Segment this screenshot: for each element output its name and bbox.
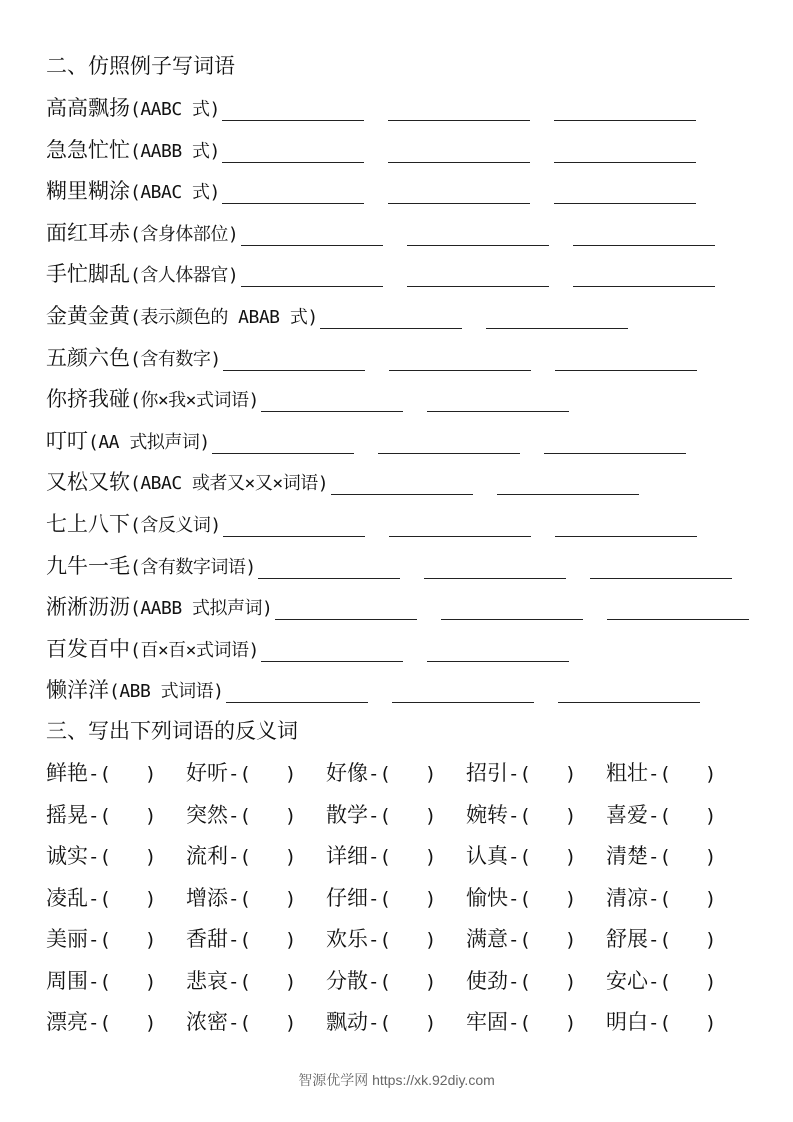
antonym-word: 周围	[46, 968, 88, 993]
answer-blank[interactable]	[258, 578, 400, 579]
answer-blank[interactable]	[320, 328, 462, 329]
antonym-word: 分散	[326, 968, 368, 993]
answer-paren-close: )	[564, 970, 577, 993]
antonym-item	[466, 925, 576, 954]
answer-paren-close: )	[704, 970, 717, 993]
answer-blank[interactable]	[554, 162, 696, 163]
exercise-row	[46, 344, 751, 374]
example-word: 又松又软	[46, 470, 130, 495]
exercise-prompt	[46, 136, 220, 166]
answer-blank[interactable]	[388, 203, 530, 204]
answer-paren-open: -(	[508, 887, 531, 910]
antonym-item	[466, 842, 576, 871]
answer-paren-close: )	[284, 846, 297, 868]
antonym-item	[46, 925, 156, 954]
answer-paren-close: )	[424, 929, 437, 951]
answer-blank[interactable]	[388, 162, 530, 163]
answer-blank[interactable]	[555, 370, 697, 371]
exercise-prompt	[46, 552, 256, 582]
exercise-row	[46, 468, 751, 498]
answer-blank[interactable]	[378, 453, 520, 454]
antonym-item	[606, 925, 716, 954]
answer-blank[interactable]	[241, 286, 383, 287]
antonym-word: 飘动	[326, 1010, 368, 1034]
example-word: 七上八下	[46, 512, 130, 536]
example-word: 面红耳赤	[46, 220, 130, 245]
antonym-item	[606, 967, 716, 996]
answer-paren-close: )	[144, 1012, 157, 1034]
answer-paren-open: -(	[88, 1012, 111, 1034]
example-word: 手忙脚乱	[46, 262, 130, 287]
antonym-word: 诚实	[46, 844, 88, 868]
antonym-word: 欢乐	[326, 927, 368, 951]
example-word: 懒洋洋	[46, 678, 109, 703]
antonym-word: 舒展	[606, 927, 648, 951]
antonym-word: 漂亮	[46, 1010, 88, 1034]
answer-paren-open: -(	[228, 1012, 251, 1034]
example-word: 金黄金黄	[46, 304, 130, 328]
answer-blank[interactable]	[427, 661, 569, 662]
exercise-row	[46, 177, 751, 207]
answer-paren-close: )	[424, 887, 437, 910]
exercise-row	[46, 302, 751, 332]
antonym-item	[326, 884, 436, 913]
exercise-row	[46, 427, 751, 457]
answer-paren-open: -(	[228, 929, 251, 951]
answer-paren-open: -(	[508, 970, 531, 993]
answer-blank[interactable]	[389, 370, 531, 371]
answer-blank[interactable]	[222, 120, 364, 121]
antonym-word: 仔细	[326, 885, 368, 910]
pattern-note: (含有数字词语)	[130, 556, 256, 578]
answer-paren-close: )	[144, 846, 157, 868]
antonym-item	[466, 759, 576, 788]
example-word: 九牛一毛	[46, 553, 130, 578]
answer-blank[interactable]	[554, 203, 696, 204]
answer-paren-open: -(	[508, 929, 531, 951]
answer-paren-close: )	[704, 1012, 717, 1034]
antonym-word: 粗壮	[606, 761, 648, 785]
antonym-item	[326, 1008, 436, 1037]
answer-blank[interactable]	[497, 494, 639, 495]
exercise-prompt	[46, 94, 220, 124]
antonym-word: 好像	[326, 761, 368, 785]
answer-blank[interactable]	[573, 286, 715, 287]
answer-paren-open: -(	[648, 929, 671, 951]
antonym-row	[46, 925, 751, 955]
antonym-word: 流利	[186, 844, 228, 868]
antonym-item	[186, 884, 296, 913]
exercise-prompt	[46, 302, 318, 332]
exercise-row	[46, 676, 751, 706]
answer-paren-close: )	[284, 887, 297, 910]
antonym-item	[326, 925, 436, 954]
antonym-item	[466, 884, 576, 913]
exercise-row	[46, 385, 751, 415]
answer-paren-open: -(	[88, 970, 111, 993]
pattern-note: (AA 式拟声词)	[88, 431, 210, 453]
answer-paren-close: )	[564, 1012, 577, 1034]
pattern-note: (AABC 式)	[130, 99, 220, 120]
pattern-note: (AABB 式拟声词)	[130, 598, 273, 620]
antonym-item	[326, 801, 436, 830]
pattern-note: (ABAC 式)	[130, 182, 220, 204]
antonym-word: 牢固	[466, 1010, 508, 1034]
exercise-prompt	[46, 385, 259, 415]
section2-title: 二、仿照例子写词语	[46, 54, 235, 78]
example-word: 你挤我碰	[46, 387, 130, 412]
antonym-item	[186, 842, 296, 871]
answer-paren-open: -(	[88, 887, 111, 910]
pattern-note: (ABAC 或者又×又×词语)	[130, 473, 329, 495]
answer-paren-close: )	[284, 763, 297, 785]
answer-paren-open: -(	[228, 970, 251, 993]
answer-blank[interactable]	[424, 578, 566, 579]
exercise-prompt	[46, 177, 220, 207]
exercise-prompt	[46, 468, 328, 498]
antonym-row	[46, 842, 751, 872]
answer-blank[interactable]	[222, 203, 364, 204]
answer-blank[interactable]	[388, 120, 530, 121]
answer-paren-close: )	[284, 970, 297, 993]
antonym-item	[186, 1008, 296, 1037]
pattern-note: (含反义词)	[130, 515, 221, 536]
answer-paren-close: )	[704, 887, 717, 910]
answer-blank[interactable]	[486, 328, 628, 329]
exercise-prompt	[46, 593, 272, 623]
answer-paren-close: )	[144, 929, 157, 951]
antonym-item	[606, 1008, 716, 1037]
answer-paren-open: -(	[88, 929, 111, 951]
antonym-item	[186, 759, 296, 788]
exercise-row	[46, 635, 751, 665]
answer-blank[interactable]	[427, 411, 569, 412]
answer-blank[interactable]	[331, 494, 473, 495]
answer-paren-close: )	[704, 804, 717, 827]
antonym-row	[46, 801, 751, 831]
antonym-item	[186, 967, 296, 996]
answer-blank[interactable]	[607, 619, 749, 620]
exercise-row	[46, 510, 751, 540]
antonym-item	[606, 842, 716, 871]
answer-paren-close: )	[144, 763, 157, 785]
antonym-word: 鲜艳	[46, 761, 88, 785]
antonym-item	[46, 842, 156, 871]
example-word: 急急忙忙	[46, 137, 130, 162]
antonym-item	[606, 801, 716, 830]
answer-blank[interactable]	[544, 453, 686, 454]
exercise-row	[46, 219, 751, 249]
pattern-note: (ABB 式词语)	[109, 681, 224, 703]
antonym-word: 清凉	[606, 885, 648, 910]
answer-paren-open: -(	[648, 763, 671, 785]
answer-paren-open: -(	[508, 763, 531, 785]
antonym-word: 增添	[186, 885, 228, 910]
example-word: 百发百中	[46, 636, 130, 661]
answer-paren-open: -(	[648, 804, 671, 827]
answer-blank[interactable]	[241, 245, 383, 246]
antonym-word: 详细	[326, 844, 368, 868]
answer-blank[interactable]	[389, 536, 531, 537]
answer-blank[interactable]	[558, 702, 700, 703]
answer-paren-close: )	[424, 846, 437, 868]
answer-blank[interactable]	[261, 411, 403, 412]
antonym-row	[46, 884, 751, 914]
pattern-note: (表示颜色的 ABAB 式)	[130, 307, 318, 328]
antonym-word: 使劲	[466, 968, 508, 993]
antonym-item	[46, 967, 156, 996]
antonym-item	[466, 967, 576, 996]
answer-paren-open: -(	[368, 804, 391, 827]
answer-paren-close: )	[144, 887, 157, 910]
example-word: 糊里糊涂	[46, 179, 130, 204]
exercise-prompt	[46, 219, 238, 249]
exercise-prompt	[46, 427, 210, 457]
answer-paren-open: -(	[648, 887, 671, 910]
antonym-word: 美丽	[46, 927, 88, 951]
answer-paren-open: -(	[228, 804, 251, 827]
antonym-word: 认真	[466, 844, 508, 868]
answer-paren-open: -(	[368, 887, 391, 910]
answer-paren-open: -(	[228, 887, 251, 910]
answer-blank[interactable]	[261, 661, 403, 662]
example-word: 高高飘扬	[46, 96, 130, 120]
antonym-item	[326, 759, 436, 788]
answer-blank[interactable]	[212, 453, 354, 454]
answer-paren-close: )	[564, 929, 577, 951]
example-word: 五颜六色	[46, 345, 130, 370]
antonym-row	[46, 1008, 751, 1038]
antonym-item	[46, 1008, 156, 1037]
answer-paren-open: -(	[368, 1012, 391, 1034]
exercise-row	[46, 94, 751, 124]
answer-paren-close: )	[564, 763, 577, 785]
antonym-word: 悲哀	[186, 968, 228, 993]
section3-title: 三、写出下列词语的反义词	[46, 719, 298, 743]
exercise-row	[46, 552, 751, 582]
antonym-item	[326, 967, 436, 996]
answer-paren-close: )	[564, 846, 577, 868]
antonym-word: 散学	[326, 802, 368, 827]
answer-blank[interactable]	[407, 286, 549, 287]
antonym-word: 招引	[466, 761, 508, 785]
answer-blank[interactable]	[226, 702, 368, 703]
antonym-word: 摇晃	[46, 802, 88, 827]
exercise-prompt	[46, 344, 221, 374]
antonym-item	[466, 1008, 576, 1037]
exercise-row	[46, 260, 751, 290]
answer-paren-close: )	[704, 846, 717, 868]
answer-paren-close: )	[284, 804, 297, 827]
answer-paren-close: )	[144, 804, 157, 827]
pattern-note: (含身体部位)	[130, 223, 239, 245]
antonym-row	[46, 967, 751, 997]
answer-paren-open: -(	[508, 804, 531, 827]
answer-blank[interactable]	[441, 619, 583, 620]
answer-paren-open: -(	[648, 970, 671, 993]
exercise-prompt	[46, 510, 221, 540]
answer-blank[interactable]	[555, 536, 697, 537]
antonym-row	[46, 759, 751, 789]
answer-blank[interactable]	[275, 619, 417, 620]
answer-paren-open: -(	[88, 763, 111, 785]
answer-paren-close: )	[284, 1012, 297, 1034]
antonym-word: 婉转	[466, 802, 508, 827]
antonym-word: 凌乱	[46, 885, 88, 910]
answer-blank[interactable]	[223, 370, 365, 371]
answer-paren-close: )	[424, 1012, 437, 1034]
answer-blank[interactable]	[392, 702, 534, 703]
answer-blank[interactable]	[407, 245, 549, 246]
answer-paren-close: )	[704, 929, 717, 951]
pattern-note: (AABB 式)	[130, 140, 220, 162]
answer-paren-open: -(	[368, 763, 391, 785]
answer-paren-close: )	[424, 970, 437, 993]
antonym-item	[606, 884, 716, 913]
pattern-note: (你×我×式词语)	[130, 390, 259, 412]
answer-blank[interactable]	[554, 120, 696, 121]
antonym-word: 突然	[186, 802, 228, 827]
exercise-row	[46, 136, 751, 166]
answer-paren-close: )	[564, 887, 577, 910]
antonym-word: 好听	[186, 761, 228, 785]
exercise-prompt	[46, 676, 224, 706]
example-word: 叮叮	[46, 428, 88, 453]
answer-paren-open: -(	[228, 763, 251, 785]
answer-paren-open: -(	[368, 970, 391, 993]
antonym-word: 明白	[606, 1010, 648, 1034]
answer-paren-close: )	[284, 929, 297, 951]
antonym-item	[46, 759, 156, 788]
antonym-item	[46, 884, 156, 913]
antonym-item	[186, 801, 296, 830]
answer-paren-close: )	[704, 763, 717, 785]
answer-paren-open: -(	[88, 846, 111, 868]
antonym-item	[326, 842, 436, 871]
answer-blank[interactable]	[222, 162, 364, 163]
example-word: 淅淅沥沥	[46, 595, 130, 620]
answer-blank[interactable]	[223, 536, 365, 537]
exercise-row	[46, 593, 751, 623]
footer-watermark: 智源优学网 https://xk.92diy.com	[298, 1072, 495, 1088]
answer-paren-open: -(	[368, 929, 391, 951]
answer-paren-open: -(	[228, 846, 251, 868]
answer-paren-close: )	[564, 804, 577, 827]
antonym-item	[186, 925, 296, 954]
answer-blank[interactable]	[590, 578, 732, 579]
pattern-note: (含有数字)	[130, 348, 221, 370]
answer-paren-close: )	[424, 763, 437, 785]
answer-paren-close: )	[144, 970, 157, 993]
answer-paren-open: -(	[508, 1012, 531, 1034]
antonym-word: 香甜	[186, 927, 228, 951]
answer-paren-open: -(	[648, 1012, 671, 1034]
antonym-word: 愉快	[466, 885, 508, 910]
antonym-item	[466, 801, 576, 830]
answer-blank[interactable]	[573, 245, 715, 246]
exercise-prompt	[46, 635, 259, 665]
antonym-word: 浓密	[186, 1010, 228, 1034]
antonym-item	[46, 801, 156, 830]
antonym-word: 安心	[606, 968, 648, 993]
answer-paren-close: )	[424, 804, 437, 827]
antonym-word: 满意	[466, 927, 508, 951]
answer-paren-open: -(	[88, 804, 111, 827]
exercise-prompt	[46, 260, 238, 290]
answer-paren-open: -(	[648, 846, 671, 868]
antonym-item	[606, 759, 716, 788]
antonym-word: 喜爱	[606, 802, 648, 827]
answer-paren-open: -(	[508, 846, 531, 868]
antonym-word: 清楚	[606, 844, 648, 868]
answer-paren-open: -(	[368, 846, 391, 868]
pattern-note: (百×百×式词语)	[130, 639, 259, 661]
pattern-note: (含人体器官)	[130, 265, 239, 287]
